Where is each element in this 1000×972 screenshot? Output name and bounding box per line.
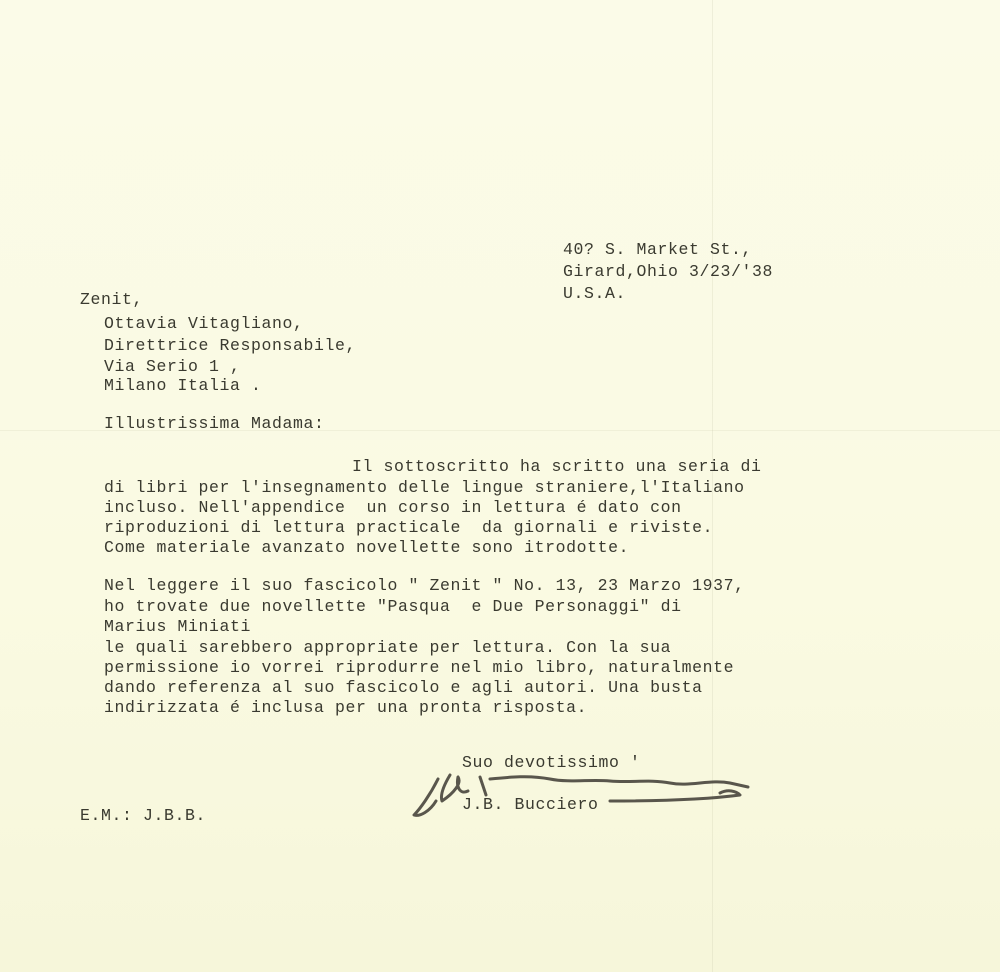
recipient-line-1: Zenit, [80, 290, 144, 309]
salutation: Illustrissima Madama: [104, 414, 325, 433]
paragraph1-line-3: incluso. Nell'appendice un corso in lettura é dato con [104, 498, 682, 517]
paragraph1-line-2: di libri per l'insegnamento delle lingue straniere,l'Italiano [104, 478, 745, 497]
paragraph1-line-4: riproduzioni di lettura practicale da giornali e riviste. [104, 518, 714, 537]
recipient-line-4: Via Serio 1 , [104, 357, 241, 376]
paragraph1-line-1: Il sottoscritto ha scritto una seria di [352, 457, 762, 476]
sender-address-line-3: U.S.A. [563, 284, 627, 303]
sender-address-line-1: 40? S. Market St., [563, 240, 753, 259]
paragraph2-line-6: dando referenza al suo fascicolo e agli autori. Una busta [104, 678, 703, 697]
paragraph1-line-5: Come materiale avanzato novellette sono itrodotte. [104, 538, 630, 557]
reference-initials: E.M.: J.B.B. [80, 806, 207, 825]
recipient-line-2: Ottavia Vitagliano, [104, 314, 304, 333]
paragraph2-line-3: Marius Miniati [104, 617, 252, 636]
paragraph2-line-5: permissione io vorrei riprodurre nel mio libro, naturalmente [104, 658, 735, 677]
sender-address-line-2: Girard,Ohio 3/23/'38 [563, 262, 774, 281]
closing: Suo devotissimo ' [462, 753, 641, 772]
recipient-line-5: Milano Italia . [104, 376, 262, 395]
paragraph2-line-4: le quali sarebbero appropriate per lettura. Con la sua [104, 638, 672, 657]
recipient-line-3: Direttrice Responsabile, [104, 336, 357, 355]
paragraph2-line-7: indirizzata é inclusa per una pronta risposta. [104, 698, 588, 717]
typed-signature: J.B. Bucciero [462, 795, 599, 814]
paragraph2-line-2: ho trovate due novellette "Pasqua e Due Personaggi" di [104, 597, 682, 616]
paragraph2-line-1: Nel leggere il suo fascicolo " Zenit " No. 13, 23 Marzo 1937, [104, 576, 745, 595]
